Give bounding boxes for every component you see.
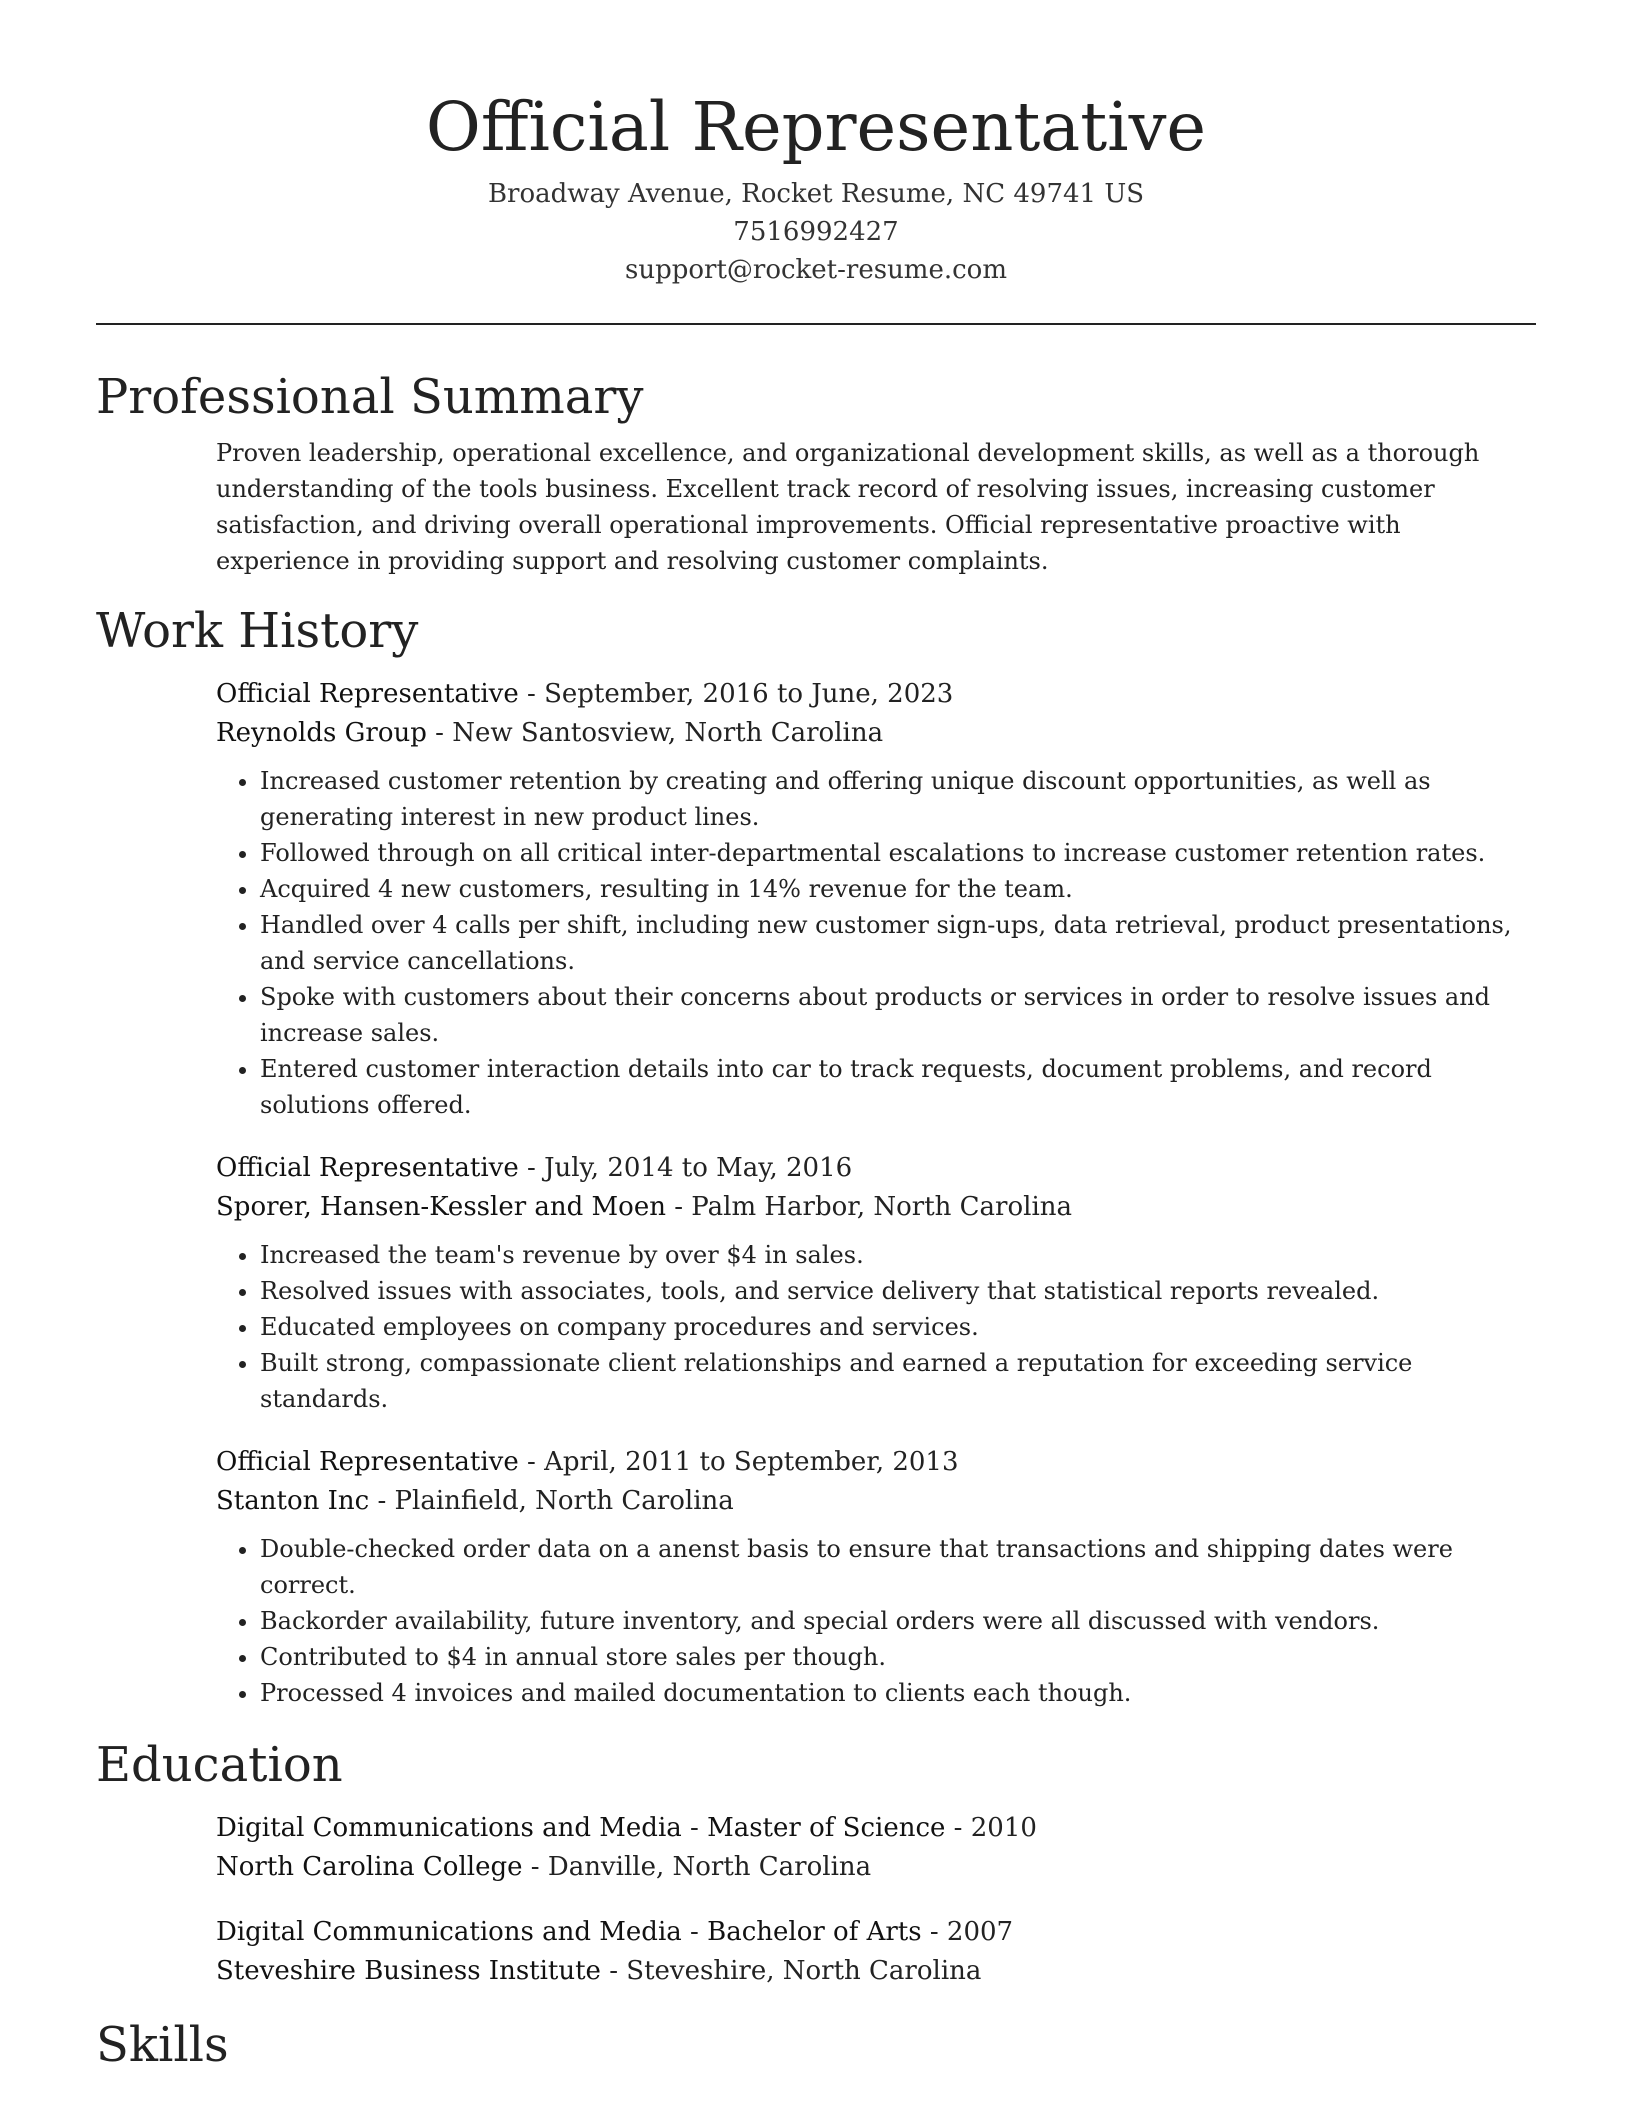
job-location: New Santosview, North Carolina	[452, 718, 884, 748]
job-bullet: • Entered customer interaction details into car to track requests, document problems, and record solutions offered.	[260, 1051, 1536, 1123]
job-bullets	[216, 763, 1536, 1123]
job-company-line: Stanton Inc - Plainfield, North Carolina	[216, 1486, 734, 1516]
address: Broadway Avenue, Rocket Resume, NC 49741 US	[487, 179, 1145, 209]
education-entry	[216, 1809, 1536, 1887]
job-bullet: • Increased customer retention by creating and offering unique discount opportunities, as well as generating interest in new product lines.	[260, 763, 1536, 835]
job-bullet: • Acquired 4 new customers, resulting in 14% revenue for the team.	[260, 871, 1536, 907]
work-history-section	[96, 599, 1536, 1711]
summary-text: Proven leadership, operational excellence, and organizational development skills, as well as a thorough understanding of the tools business. Excellent track record of resolving issues, increasing customer satisfaction, and driving overall operational improvements. Official representative proactive with experience in providing support and resolving customer complaints.	[216, 439, 1480, 575]
job-role: Official Representative	[216, 1447, 519, 1477]
degree-year: 2010	[970, 1813, 1037, 1843]
job-bullet: • Increased the team's revenue by over $4 in sales.	[260, 1237, 1536, 1273]
job-bullets	[216, 1237, 1536, 1417]
degree-field: Digital Communications and Media	[216, 1813, 682, 1843]
job-entry	[216, 1443, 1536, 1711]
header-divider	[96, 323, 1536, 325]
job-bullet: • Contributed to $4 in annual store sales per though.	[260, 1639, 1536, 1675]
job-entry	[216, 1149, 1536, 1417]
resume-header	[0, 0, 1632, 289]
section-title-skills: Skills	[96, 2017, 229, 2073]
section-title-work-history: Work History	[96, 603, 419, 659]
job-title-line: Official Representative - April, 2011 to September, 2013	[216, 1447, 959, 1477]
school-location: Steveshire, North Carolina	[626, 1956, 982, 1986]
degree-type: Master of Science	[707, 1813, 946, 1843]
education-section	[96, 1733, 1536, 1991]
job-bullet: • Processed 4 invoices and mailed documentation to clients each though.	[260, 1675, 1536, 1711]
job-bullets	[216, 1531, 1536, 1711]
education-entry	[216, 1913, 1536, 1991]
job-bullet: • Resolved issues with associates, tools, and service delivery that statistical reports revealed.	[260, 1273, 1536, 1309]
phone-number: 7516992427	[733, 217, 899, 247]
job-bullet: • Followed through on all critical inter-departmental escalations to increase customer retention rates.	[260, 835, 1536, 871]
job-entry	[216, 675, 1536, 1123]
job-dates: September, 2016 to June, 2023	[544, 679, 954, 709]
school-location: Danville, North Carolina	[547, 1852, 872, 1882]
section-title-summary: Professional Summary	[96, 369, 644, 425]
job-location: Palm Harbor, North Carolina	[691, 1192, 1073, 1222]
email-address: support@rocket-resume.com	[624, 255, 1007, 285]
degree-type: Bachelor of Arts	[707, 1917, 922, 1947]
job-bullet: • Built strong, compassionate client relationships and earned a reputation for exceeding service standards.	[260, 1345, 1536, 1417]
professional-summary-section	[96, 365, 1536, 579]
candidate-name: Official Representative	[425, 88, 1207, 166]
job-bullet: • Educated employees on company procedures and services.	[260, 1309, 1536, 1345]
job-company: Sporer, Hansen-Kessler and Moen	[216, 1192, 666, 1222]
degree-field: Digital Communications and Media	[216, 1917, 682, 1947]
job-bullet: • Handled over 4 calls per shift, including new customer sign-ups, data retrieval, product presentations, and service cancellations.	[260, 907, 1536, 979]
job-bullet: • Spoke with customers about their concerns about products or services in order to resolve issues and increase sales.	[260, 979, 1536, 1051]
degree-year: 2007	[946, 1917, 1014, 1947]
job-role: Official Representative	[216, 1153, 519, 1183]
job-company-line: Sporer, Hansen-Kessler and Moen - Palm Harbor, North Carolina	[216, 1192, 1073, 1222]
job-dates: April, 2011 to September, 2013	[544, 1447, 959, 1477]
job-company-line: Reynolds Group - New Santosview, North Carolina	[216, 718, 884, 748]
job-company: Stanton Inc	[216, 1486, 370, 1516]
school-line: North Carolina College - Danville, North Carolina	[216, 1852, 872, 1882]
job-bullet: • Backorder availability, future inventory, and special orders were all discussed with vendors.	[260, 1603, 1536, 1639]
job-role: Official Representative	[216, 679, 519, 709]
job-dates: July, 2014 to May, 2016	[544, 1153, 853, 1183]
section-title-education: Education	[96, 1737, 343, 1793]
degree-line: Digital Communications and Media - Bachelor of Arts - 2007	[216, 1917, 1014, 1947]
job-bullet: • Double-checked order data on a anenst basis to ensure that transactions and shipping dates were correct.	[260, 1531, 1536, 1603]
job-company: Reynolds Group	[216, 718, 427, 748]
job-title-line: Official Representative - September, 2016 to June, 2023	[216, 679, 954, 709]
school-line: Steveshire Business Institute - Steveshire, North Carolina	[216, 1956, 982, 1986]
job-location: Plainfield, North Carolina	[394, 1486, 734, 1516]
job-title-line: Official Representative - July, 2014 to May, 2016	[216, 1153, 853, 1183]
school-name: North Carolina College	[216, 1852, 523, 1882]
skills-section	[96, 2013, 1536, 2077]
school-name: Steveshire Business Institute	[216, 1956, 601, 1986]
degree-line: Digital Communications and Media - Master of Science - 2010	[216, 1813, 1037, 1843]
